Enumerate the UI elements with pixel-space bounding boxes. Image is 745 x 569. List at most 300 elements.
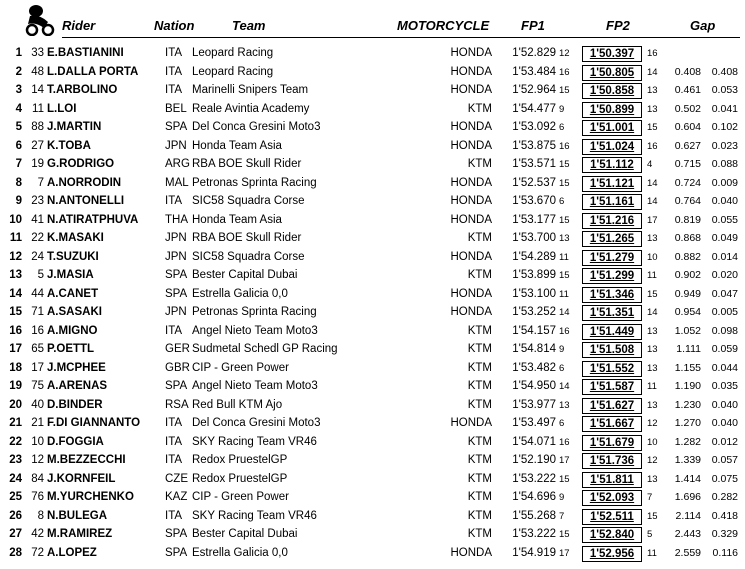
fp2-time: 1'52.840	[582, 527, 642, 543]
fp2-time: 1'51.736	[582, 453, 642, 469]
position: 9	[15, 195, 22, 207]
gap-to-leader: 1.230	[674, 398, 701, 411]
gap-to-leader: 1.052	[674, 324, 701, 337]
gap-to-previous: 0.282	[711, 491, 738, 503]
nation: BEL	[165, 102, 187, 115]
gap-to-leader: 1.155	[674, 361, 701, 374]
rider-number: 72	[31, 546, 44, 559]
gap-to-previous: 0.059	[711, 343, 738, 355]
gap-to-leader: 0.949	[674, 287, 701, 300]
header-motorcycle: MOTORCYCLE	[397, 18, 490, 33]
position: 23	[9, 454, 22, 466]
fp1-time: 1'53.222	[512, 472, 556, 485]
rider-number: 33	[31, 47, 44, 59]
gap-to-previous: 0.418	[711, 509, 738, 522]
fp1-lap: 13	[559, 233, 570, 244]
team-name: SKY Racing Team VR46	[192, 509, 317, 522]
nation: CZE	[165, 472, 188, 485]
nation: ITA	[165, 65, 183, 78]
rider-name: P.OETTL	[47, 343, 95, 355]
fp2-time: 1'51.112	[582, 157, 642, 173]
fp2-lap: 14	[647, 196, 658, 207]
header-rider: Rider	[62, 18, 96, 33]
fp1-lap: 7	[559, 510, 565, 522]
fp2-time: 1'50.858	[582, 83, 642, 99]
gap-to-leader: 1.190	[674, 380, 701, 392]
fp1-lap: 12	[559, 48, 570, 59]
team-name: SIC58 Squadra Corse	[192, 195, 305, 207]
fp1-lap: 9	[559, 344, 565, 355]
fp2-lap: 16	[647, 140, 658, 152]
gap-to-leader: 0.715	[674, 158, 701, 170]
gap-to-leader: 1.270	[674, 417, 701, 429]
motorcycle: HONDA	[450, 195, 492, 207]
motorcycle: KTM	[467, 324, 492, 337]
rider-number: 40	[31, 398, 44, 411]
rider-name: N.BULEGA	[47, 509, 108, 522]
gap-to-previous: 0.040	[711, 195, 738, 207]
position: 14	[9, 287, 22, 300]
table-row	[0, 378, 745, 397]
rider-name: N.ANTONELLI	[47, 195, 125, 207]
nation: JPN	[165, 250, 187, 263]
position: 1	[15, 47, 22, 59]
rider-name: J.MCPHEE	[47, 361, 106, 374]
motorcycle-rider-logo-icon	[22, 2, 56, 36]
nation: ITA	[165, 47, 183, 59]
gap-to-previous: 0.009	[711, 176, 738, 189]
fp2-lap: 13	[647, 399, 658, 411]
fp1-time: 1'53.092	[512, 121, 556, 133]
fp2-time: 1'51.667	[582, 416, 642, 432]
table-row	[0, 397, 745, 416]
gap-to-previous: 0.053	[711, 84, 738, 96]
team-name: Angel Nieto Team Moto3	[192, 380, 318, 392]
motorcycle: KTM	[467, 528, 492, 540]
position: 3	[15, 84, 22, 96]
rider-number: 11	[32, 102, 44, 115]
team-name: RBA BOE Skull Rider	[192, 158, 302, 170]
fp1-time: 1'52.829	[512, 47, 556, 59]
fp2-lap: 13	[647, 103, 658, 115]
gap-to-previous: 0.049	[711, 232, 738, 244]
fp2-time: 1'50.397	[582, 46, 642, 62]
rider-name: L.LOI	[47, 102, 77, 115]
rider-name: D.BINDER	[47, 398, 103, 411]
gap-to-previous: 0.057	[711, 454, 738, 466]
motorcycle: HONDA	[450, 139, 492, 152]
position: 13	[9, 269, 22, 281]
position: 5	[15, 121, 22, 133]
fp2-time: 1'51.121	[582, 176, 642, 192]
rider-name: N.ATIRATPHUVA	[47, 213, 139, 226]
nation: THA	[165, 213, 188, 226]
nation: ITA	[165, 324, 183, 337]
gap-to-leader: 1.696	[674, 491, 701, 503]
rider-name: G.RODRIGO	[47, 158, 115, 170]
team-name: SKY Racing Team VR46	[192, 435, 317, 448]
fp1-time: 1'53.977	[512, 398, 556, 411]
nation: SPA	[165, 380, 188, 392]
team-name: Bester Capital Dubai	[192, 528, 298, 540]
team-name: Redox PruestelGP	[192, 472, 288, 485]
table-row	[0, 267, 745, 286]
rider-name: M.YURCHENKO	[47, 491, 134, 503]
gap-to-leader: 0.882	[674, 250, 701, 263]
rider-name: A.SASAKI	[47, 306, 102, 318]
team-name: Bester Capital Dubai	[192, 269, 298, 281]
fp1-lap: 15	[559, 270, 570, 281]
fp2-lap: 13	[647, 344, 658, 355]
fp1-time: 1'54.950	[512, 380, 556, 392]
gap-to-leader: 0.902	[674, 269, 701, 281]
rider-name: D.FOGGIA	[47, 435, 104, 448]
gap-to-leader: 0.764	[674, 195, 701, 207]
gap-to-leader: 0.868	[674, 232, 701, 244]
table-row	[0, 175, 745, 194]
nation: MAL	[165, 176, 189, 189]
fp2-time: 1'51.449	[582, 324, 642, 340]
rider-number: 65	[31, 343, 44, 355]
fp2-lap: 5	[647, 529, 653, 540]
rider-name: L.DALLA PORTA	[47, 65, 139, 78]
rider-name: A.MIGNO	[47, 324, 98, 337]
table-row	[0, 508, 745, 527]
table-row	[0, 452, 745, 471]
fp1-time: 1'54.919	[512, 546, 556, 559]
fp2-lap: 13	[647, 85, 658, 96]
fp1-time: 1'54.289	[512, 250, 556, 263]
fp1-time: 1'54.477	[512, 102, 556, 115]
fp1-time: 1'53.700	[512, 232, 556, 244]
fp2-time: 1'51.279	[582, 250, 642, 266]
gap-to-previous: 0.040	[711, 398, 738, 411]
gap-to-previous: 0.102	[711, 121, 738, 133]
rider-number: 41	[31, 213, 44, 226]
table-row	[0, 45, 745, 64]
motorcycle: HONDA	[450, 250, 492, 263]
motorcycle: KTM	[467, 509, 492, 522]
team-name: Petronas Sprinta Racing	[192, 306, 317, 318]
team-name: SIC58 Squadra Corse	[192, 250, 305, 263]
gap-to-leader: 2.443	[674, 528, 701, 540]
header-team: Team	[232, 18, 266, 33]
table-row	[0, 415, 745, 434]
gap-to-leader: 0.627	[674, 139, 701, 152]
gap-to-leader: 1.414	[674, 472, 701, 485]
motorcycle: HONDA	[450, 546, 492, 559]
fp2-time: 1'51.001	[582, 120, 642, 136]
table-row	[0, 489, 745, 508]
gap-to-previous: 0.040	[711, 417, 738, 429]
fp2-time: 1'51.346	[582, 287, 642, 303]
fp1-lap: 17	[559, 455, 570, 466]
rider-name: A.ARENAS	[47, 380, 108, 392]
fp1-time: 1'52.190	[512, 454, 556, 466]
gap-to-leader: 0.408	[674, 65, 701, 78]
motorcycle: HONDA	[450, 306, 492, 318]
fp2-lap: 11	[647, 381, 657, 392]
fp1-lap: 6	[559, 196, 565, 207]
fp1-time: 1'52.537	[512, 176, 556, 189]
rider-name: K.TOBA	[47, 139, 91, 152]
rider-number: 17	[31, 361, 44, 374]
motorcycle: HONDA	[450, 84, 492, 96]
fp2-lap: 10	[647, 251, 658, 263]
position: 24	[9, 472, 22, 485]
position: 4	[15, 102, 22, 115]
fp2-lap: 15	[647, 122, 658, 133]
rider-number: 88	[31, 121, 44, 133]
motorcycle: KTM	[467, 343, 492, 355]
table-row	[0, 138, 745, 157]
position: 17	[9, 343, 22, 355]
motorcycle: KTM	[467, 398, 492, 411]
motorcycle: KTM	[467, 232, 492, 244]
rider-number: 19	[31, 158, 44, 170]
fp1-time: 1'53.571	[512, 158, 556, 170]
rider-number: 14	[31, 84, 44, 96]
motorcycle: KTM	[467, 380, 492, 392]
fp1-lap: 16	[559, 140, 570, 152]
position: 20	[9, 398, 22, 411]
motorcycle: KTM	[467, 472, 492, 485]
gap-to-leader: 0.724	[674, 176, 701, 189]
fp2-lap: 11	[647, 270, 657, 281]
motorcycle: KTM	[467, 158, 492, 170]
nation: JPN	[165, 232, 187, 244]
gap-to-leader: 0.954	[674, 306, 701, 318]
motorcycle: KTM	[467, 454, 492, 466]
fp1-lap: 15	[559, 159, 570, 170]
fp1-lap: 6	[559, 362, 565, 374]
table-row	[0, 249, 745, 268]
team-name: Leopard Racing	[192, 47, 274, 59]
rider-name: T.ARBOLINO	[47, 84, 118, 96]
fp1-lap: 15	[559, 214, 570, 226]
fp2-lap: 15	[647, 510, 658, 522]
fp2-time: 1'51.024	[582, 139, 642, 155]
table-row	[0, 193, 745, 212]
nation: ITA	[165, 84, 183, 96]
gap-to-previous: 0.055	[711, 213, 738, 226]
rider-number: 21	[31, 417, 44, 429]
fp2-time: 1'51.351	[582, 305, 642, 321]
position: 27	[9, 528, 22, 540]
rider-number: 8	[37, 509, 44, 522]
rider-number: 22	[31, 232, 44, 244]
gap-to-previous: 0.023	[711, 139, 738, 152]
motorcycle: KTM	[467, 491, 492, 503]
gap-to-previous: 0.005	[711, 306, 738, 318]
nation: KAZ	[165, 491, 188, 503]
table-row	[0, 471, 745, 490]
fp1-lap: 6	[559, 418, 565, 429]
position: 11	[9, 232, 22, 244]
gap-to-leader: 2.114	[675, 509, 701, 522]
header-fp1: FP1	[521, 18, 545, 33]
fp1-lap: 9	[559, 492, 565, 503]
fp2-time: 1'51.216	[582, 213, 642, 229]
fp1-lap: 15	[559, 529, 570, 540]
fp2-time: 1'51.299	[582, 268, 642, 284]
position: 2	[15, 65, 22, 78]
table-row	[0, 286, 745, 305]
motorcycle: HONDA	[450, 121, 492, 133]
fp1-time: 1'53.252	[512, 306, 556, 318]
gap-to-leader: 1.111	[676, 343, 701, 355]
nation: ITA	[165, 454, 183, 466]
rider-name: J.MASIA	[47, 269, 94, 281]
team-name: Marinelli Snipers Team	[192, 84, 309, 96]
gap-to-leader: 1.339	[674, 454, 701, 466]
rider-number: 10	[31, 435, 44, 448]
nation: SPA	[165, 546, 188, 559]
fp1-lap: 15	[559, 85, 570, 96]
position: 8	[15, 176, 22, 189]
rider-number: 27	[31, 139, 44, 152]
team-name: Honda Team Asia	[192, 139, 282, 152]
results-table	[0, 45, 745, 563]
fp1-time: 1'53.177	[512, 213, 556, 226]
nation: JPN	[165, 306, 187, 318]
gap-to-previous: 0.012	[711, 435, 738, 448]
motorcycle: KTM	[467, 102, 492, 115]
gap-to-previous: 0.075	[711, 472, 738, 485]
nation: GER	[165, 343, 190, 355]
fp2-lap: 12	[647, 455, 658, 466]
gap-to-leader: 0.461	[674, 84, 701, 96]
motorcycle: HONDA	[450, 176, 492, 189]
fp1-lap: 11	[559, 251, 569, 263]
header-gap: Gap	[690, 18, 716, 33]
fp2-lap: 13	[647, 233, 658, 244]
team-name: Del Conca Gresini Moto3	[192, 417, 321, 429]
fp1-lap: 13	[559, 399, 570, 411]
team-name: CIP - Green Power	[192, 491, 289, 503]
header-divider	[62, 37, 740, 38]
fp1-time: 1'53.497	[512, 417, 556, 429]
table-row	[0, 119, 745, 138]
fp1-time: 1'54.814	[512, 343, 556, 355]
gap-to-leader: 0.604	[674, 121, 701, 133]
fp1-lap: 9	[559, 103, 565, 115]
fp2-time: 1'50.805	[582, 65, 642, 81]
fp1-time: 1'53.100	[512, 287, 556, 300]
table-row	[0, 82, 745, 101]
gap-to-leader: 1.282	[674, 435, 701, 448]
rider-number: 71	[31, 306, 44, 318]
rider-name: A.CANET	[47, 287, 99, 300]
fp1-time: 1'53.484	[512, 65, 556, 78]
position: 15	[9, 306, 22, 318]
gap-to-previous: 0.329	[711, 528, 738, 540]
nation: ITA	[165, 417, 183, 429]
rider-number: 42	[31, 528, 44, 540]
fp1-lap: 16	[559, 436, 570, 448]
rider-number: 84	[31, 472, 44, 485]
fp2-lap: 13	[647, 473, 658, 485]
rider-name: F.DI GIANNANTO	[47, 417, 141, 429]
rider-number: 7	[37, 176, 44, 189]
team-name: Petronas Sprinta Racing	[192, 176, 317, 189]
motorcycle: KTM	[467, 361, 492, 374]
position: 16	[9, 324, 22, 337]
rider-name: J.KORNFEIL	[47, 472, 116, 485]
table-row	[0, 64, 745, 83]
table-row	[0, 360, 745, 379]
nation: GBR	[165, 361, 190, 374]
gap-to-previous: 0.098	[711, 324, 738, 337]
fp1-lap: 15	[559, 177, 570, 189]
fp2-lap: 14	[647, 66, 658, 78]
position: 10	[9, 213, 22, 226]
rider-number: 23	[31, 195, 44, 207]
fp1-time: 1'53.222	[512, 528, 556, 540]
fp1-lap: 16	[559, 66, 570, 78]
fp2-lap: 14	[647, 177, 658, 189]
fp1-lap: 17	[559, 547, 570, 559]
nation: ITA	[165, 509, 183, 522]
rider-number: 75	[31, 380, 44, 392]
table-row	[0, 434, 745, 453]
gap-to-previous: 0.047	[711, 287, 738, 300]
team-name: Reale Avintia Academy	[192, 102, 310, 115]
gap-to-previous: 0.408	[711, 65, 738, 78]
table-row	[0, 212, 745, 231]
fp2-lap: 4	[647, 159, 653, 170]
fp2-lap: 10	[647, 436, 658, 448]
motorcycle: HONDA	[450, 287, 492, 300]
table-row	[0, 341, 745, 360]
team-name: Estrella Galicia 0,0	[192, 287, 288, 300]
nation: SPA	[165, 121, 188, 133]
gap-to-leader: 2.559	[674, 546, 701, 559]
position: 12	[9, 250, 22, 263]
position: 26	[9, 509, 22, 522]
fp1-time: 1'54.696	[512, 491, 556, 503]
team-name: Leopard Racing	[192, 65, 274, 78]
gap-to-previous: 0.088	[711, 158, 738, 170]
fp1-time: 1'53.899	[512, 269, 556, 281]
fp2-time: 1'51.508	[582, 342, 642, 358]
nation: JPN	[165, 139, 187, 152]
rider-number: 16	[31, 324, 44, 337]
fp2-lap: 13	[647, 325, 658, 337]
fp2-lap: 7	[647, 492, 653, 503]
gap-to-previous: 0.020	[711, 269, 738, 281]
motorcycle: KTM	[467, 435, 492, 448]
motorcycle: HONDA	[450, 213, 492, 226]
rider-name: M.RAMIREZ	[47, 528, 113, 540]
nation: ARG	[165, 158, 190, 170]
position: 18	[9, 361, 22, 374]
table-row	[0, 545, 745, 564]
fp1-lap: 14	[559, 381, 570, 392]
fp2-lap: 15	[647, 288, 658, 300]
rider-name: E.BASTIANINI	[47, 47, 124, 59]
nation: SPA	[165, 528, 188, 540]
nation: ITA	[165, 435, 183, 448]
fp2-time: 1'50.899	[582, 102, 642, 118]
fp1-time: 1'55.268	[512, 509, 556, 522]
position: 28	[9, 546, 22, 559]
rider-name: A.NORRODIN	[47, 176, 122, 189]
fp1-time: 1'53.670	[512, 195, 556, 207]
fp1-time: 1'53.875	[512, 139, 556, 152]
rider-name: M.BEZZECCHI	[47, 454, 126, 466]
motorcycle: HONDA	[450, 417, 492, 429]
